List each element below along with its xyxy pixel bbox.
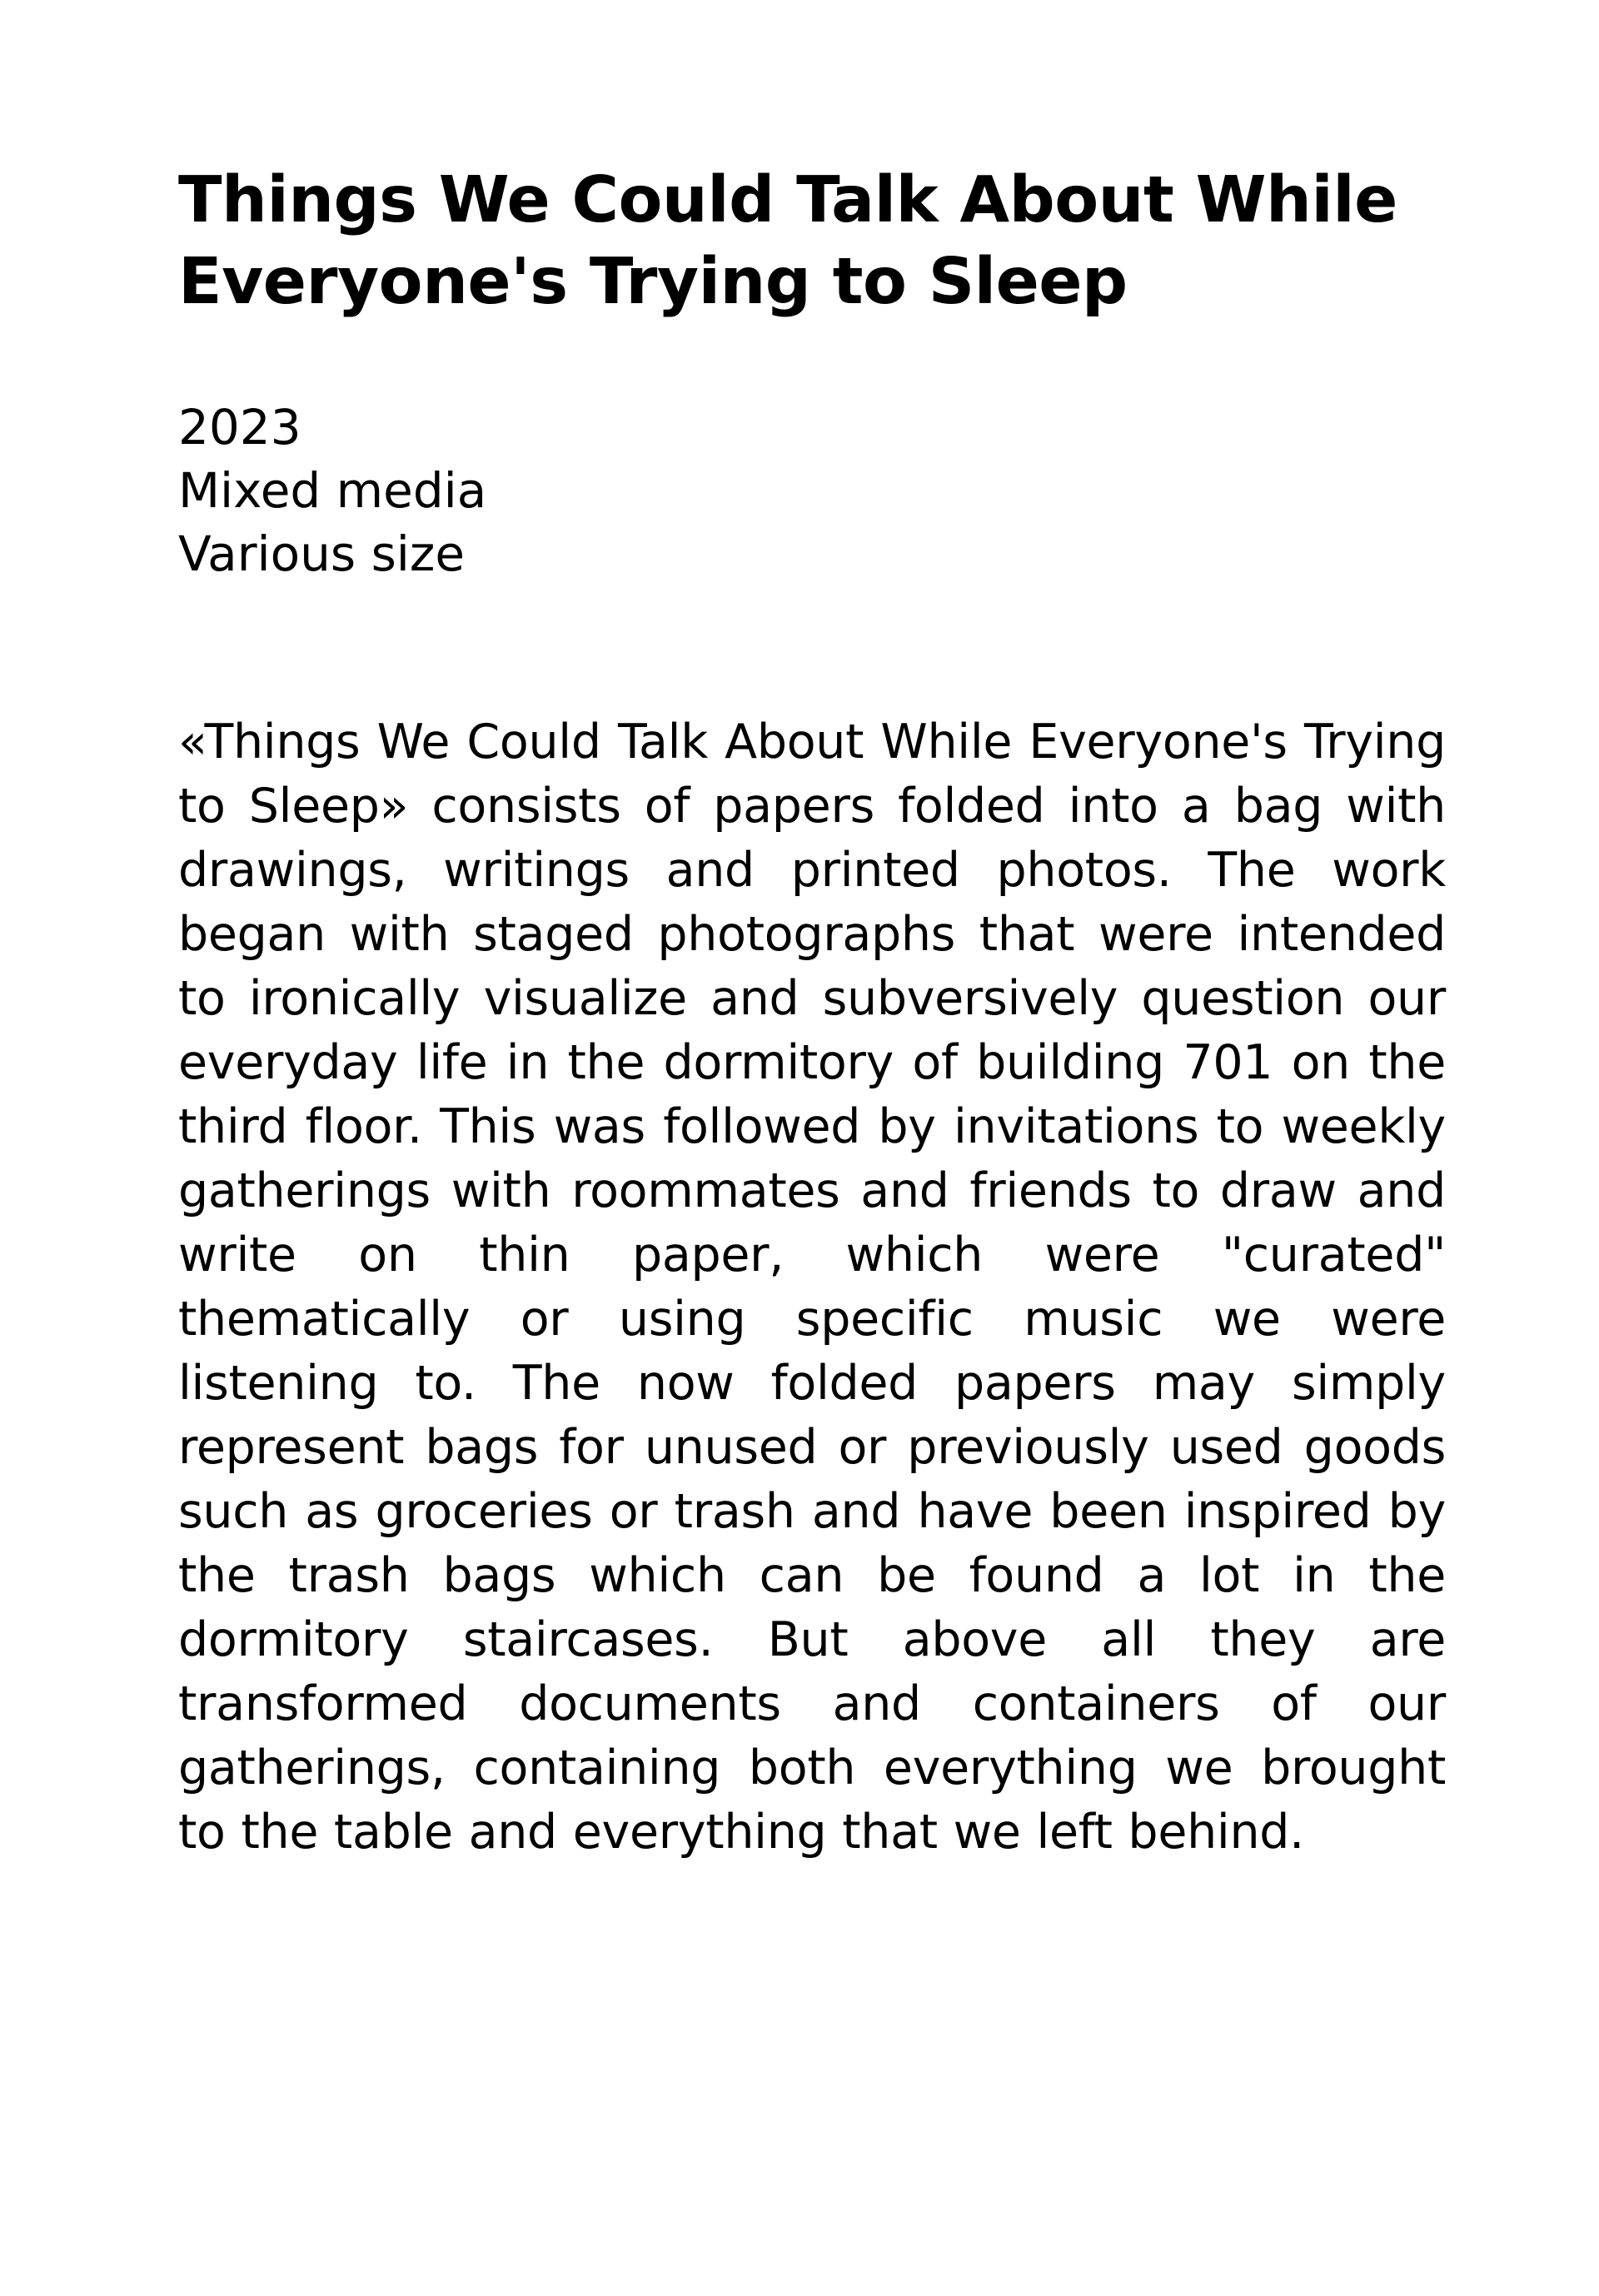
artwork-year: 2023 (178, 399, 301, 456)
artwork-text-block (178, 160, 1446, 1865)
artwork-meta (178, 396, 1446, 585)
artwork-dimensions: Various size (178, 525, 466, 582)
artwork-title: Things We Could Talk About While Everyone's Trying to Sleep (178, 163, 1397, 319)
artwork-medium: Mixed media (178, 462, 487, 519)
artwork-description: «Things We Could Talk About While Everyone's Trying to Sleep» consists of papers folded into a bag with drawings, writings and printed photos. The work began with staged photographs that were intended to ironically visualize and subversively question our everyday life in the dormitory of building 701 on the third floor. This was followed by invitations to weekly gatherings with roommates and friends to draw and write on thin paper, which were "curated" thematically or using specific music we were listening to. The now folded papers may simply represent bags for unused or previously used goods such as groceries or trash and have been inspired by the trash bags which can be found a lot in the dormitory staircases. But above all they are transformed documents and containers of our gatherings, containing both everything we brought to the table and everything that we left behind. (178, 715, 1446, 1860)
